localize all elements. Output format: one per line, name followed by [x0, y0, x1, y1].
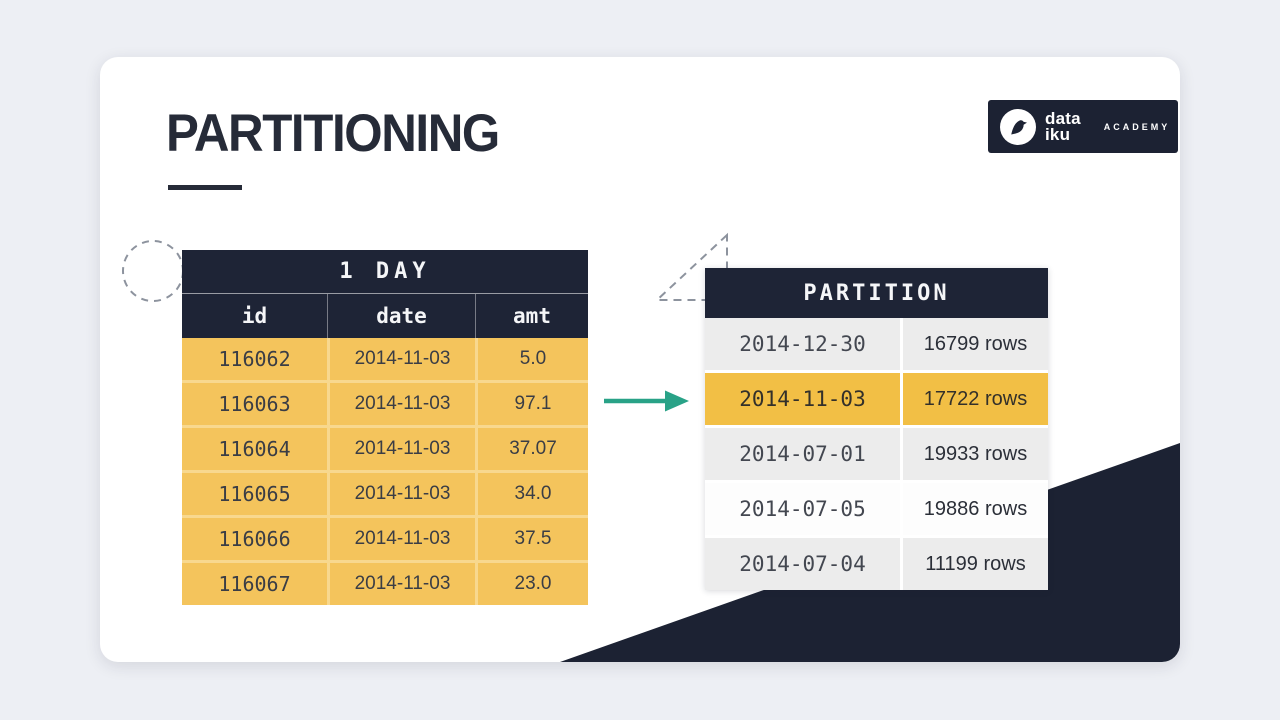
logo-brand-text	[1045, 108, 1081, 144]
cell-date: 2014-11-03	[327, 428, 475, 470]
cell-date: 2014-11-03	[327, 338, 475, 380]
cell-amt: 34.0	[475, 473, 588, 515]
cell-id: 116067	[182, 563, 327, 605]
partition-table-title: PARTITION	[705, 268, 1048, 318]
cell-date: 2014-11-03	[327, 383, 475, 425]
cell-id: 116065	[182, 473, 327, 515]
page-title: PARTITIONING	[166, 104, 499, 163]
slide-card	[100, 57, 1180, 662]
cell-date: 2014-11-03	[327, 563, 475, 605]
partition-table-body	[705, 318, 1048, 590]
partition-row	[705, 428, 1048, 480]
bird-icon	[1006, 115, 1030, 139]
partition-count-cell: 19933 rows	[900, 428, 1048, 480]
logo-brand-top: data	[1045, 108, 1081, 128]
partition-date-cell: 2014-11-03	[705, 373, 900, 425]
cell-amt: 23.0	[475, 563, 588, 605]
table-row	[182, 563, 588, 605]
day-table	[182, 250, 588, 605]
flow-arrow-icon	[601, 387, 693, 415]
column-header-amt: amt	[475, 294, 588, 338]
cell-id: 116063	[182, 383, 327, 425]
partition-row	[705, 483, 1048, 535]
column-header-date: date	[327, 294, 475, 338]
partition-date-cell: 2014-07-01	[705, 428, 900, 480]
partition-date-cell: 2014-07-04	[705, 538, 900, 590]
table-row	[182, 518, 588, 560]
partition-date-cell: 2014-07-05	[705, 483, 900, 535]
cell-amt: 37.07	[475, 428, 588, 470]
day-table-header-row	[182, 294, 588, 338]
cell-date: 2014-11-03	[327, 518, 475, 560]
dashed-circle-decoration	[119, 237, 187, 305]
cell-amt: 37.5	[475, 518, 588, 560]
logo-circle	[1000, 109, 1036, 145]
partition-count-cell: 17722 rows	[900, 373, 1048, 425]
partition-count-cell: 11199 rows	[900, 538, 1048, 590]
partition-row	[705, 318, 1048, 370]
dataiku-academy-logo	[988, 100, 1178, 153]
logo-brand-bottom: iku	[1045, 124, 1071, 144]
partition-table	[705, 268, 1048, 590]
table-row	[182, 338, 588, 380]
table-row	[182, 428, 588, 470]
cell-amt: 97.1	[475, 383, 588, 425]
table-row	[182, 383, 588, 425]
logo-academy-label: ACADEMY	[1103, 121, 1171, 132]
column-header-id: id	[241, 304, 268, 328]
partition-count-cell: 16799 rows	[900, 318, 1048, 370]
partition-date-cell: 2014-12-30	[705, 318, 900, 370]
day-table-title: 1 DAY	[182, 250, 588, 294]
cell-id: 116066	[182, 518, 327, 560]
table-row	[182, 473, 588, 515]
cell-date: 2014-11-03	[327, 473, 475, 515]
title-underline	[168, 185, 242, 190]
cell-id: 116064	[182, 428, 327, 470]
cell-amt: 5.0	[475, 338, 588, 380]
cell-id: 116062	[182, 338, 327, 380]
partition-row	[705, 538, 1048, 590]
partition-row-highlighted	[705, 373, 1048, 425]
day-table-body	[182, 338, 588, 605]
partition-count-cell: 19886 rows	[900, 483, 1048, 535]
